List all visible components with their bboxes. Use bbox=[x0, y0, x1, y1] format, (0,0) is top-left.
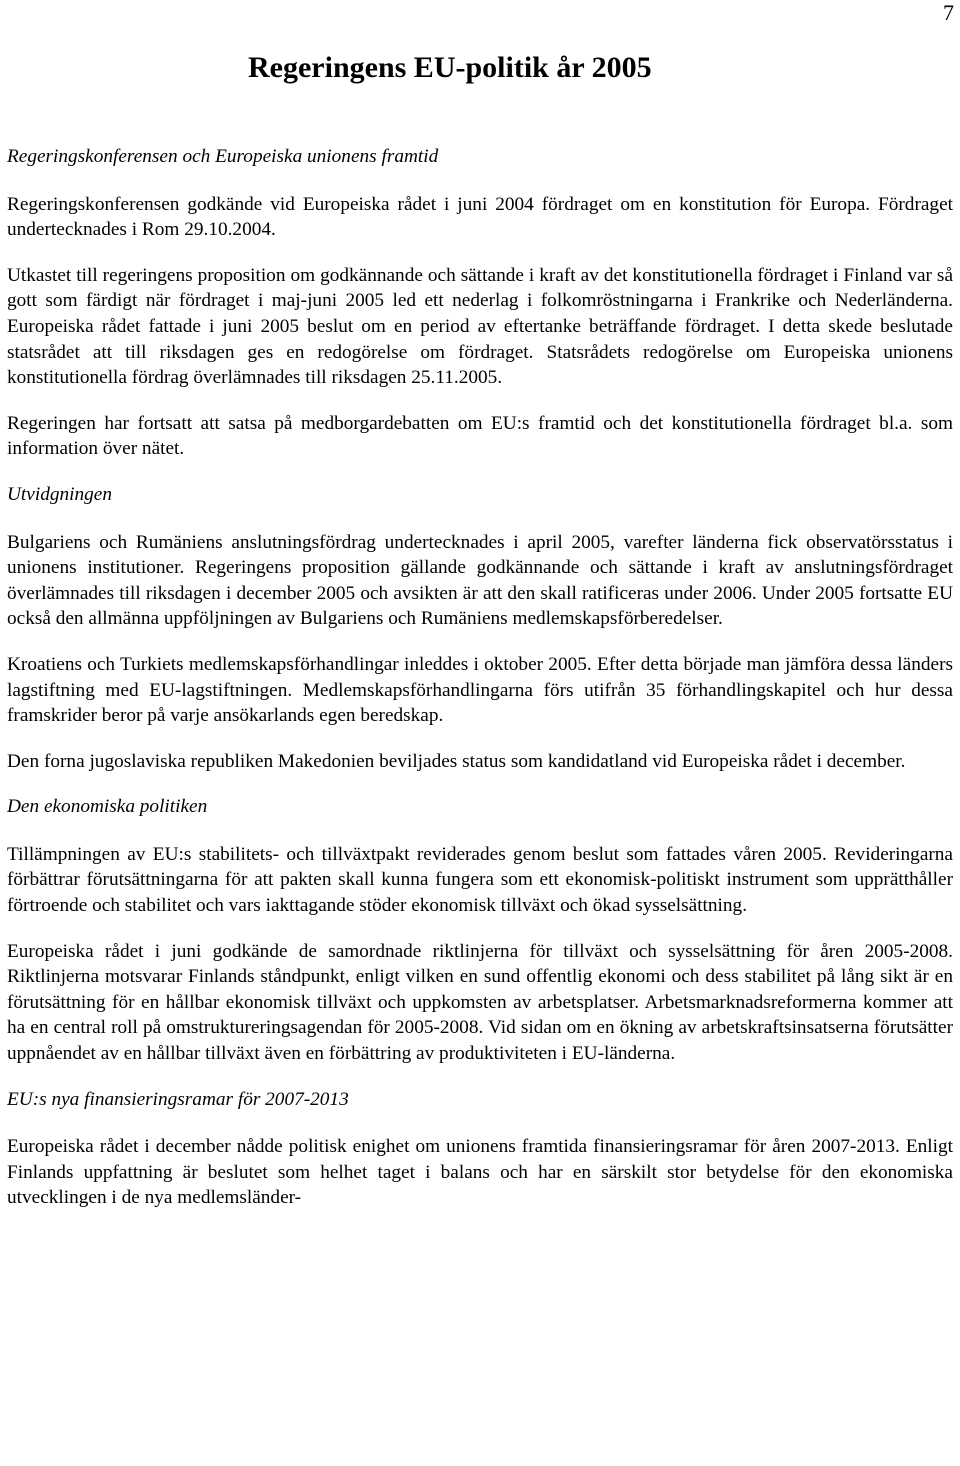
paragraph: Regeringen har fortsatt att satsa på medborgardebatten om EU:s framtid och det konstitutionella fördraget bl.a. som information över nätet. bbox=[7, 412, 953, 460]
page-title: Regeringens EU-politik år 2005 bbox=[248, 51, 652, 84]
paragraph: Den forna jugoslaviska republiken Makedonien beviljades status som kandidatland vid Europeiska rådet i december. bbox=[7, 750, 906, 772]
paragraph: Europeiska rådet i juni godkände de samordnade riktlinjerna för tillväxt och sysselsättning för åren 2005-2008. Riktlinjerna motsvarar Finlands ståndpunkt, enligt vilken en sund offentlig ekonomi och dess stabilitet på lång sikt är en förutsättning för en hållbar ekonomisk tillväxt och uppkomsten av arbetsplatser. Arbetsmarknadsreformerna kommer att ha en central roll på omstruktureringsagendan för 2005-2008. Vid sidan om en ökning av arbetskraftsinsatserna förutsätter uppnåendet av en hållbar tillväxt även en förbättring av produktiviteten i EU-länderna. bbox=[7, 940, 953, 1065]
section-heading-regeringskonferensen: Regeringskonferensen och Europeiska unionens framtid bbox=[7, 146, 439, 167]
paragraph: Tillämpningen av EU:s stabilitets- och tillväxtpakt reviderades genom beslut som fattades våren 2005. Revideringarna förbättrar förutsättningarna för att pakten skall kunna fungera som ett ekonomisk-politiskt instrument som upprätthåller förtroende och stabilitet och vars iakttagande stöder ekonomisk tillväxt och ökad sysselsättning. bbox=[7, 843, 953, 917]
section-heading-finansieringsramar: EU:s nya finansieringsramar för 2007-2013 bbox=[7, 1088, 349, 1110]
section-heading-utvidgningen: Utvidgningen bbox=[7, 483, 112, 505]
document-body bbox=[7, 144, 953, 1231]
paragraph: Utkastet till regeringens proposition om godkännande och sättande i kraft av det konstitutionella fördraget i Finland var så gott som färdigt när fördraget i maj-juni 2005 led ett nederlag i folkomröstningarna i Frankrike och Nederländerna. Europeiska rådet fattade i juni 2005 beslut om en period av eftertanke beträffande fördraget. I detta skede beslutade statsrådet att till riksdagen ges en redogörelse om fördraget. Statsrådets redogörelse om Europeiska unionens konstitutionella fördrag överlämnades till riksdagen 25.11.2005. bbox=[7, 264, 953, 389]
paragraph: Regeringskonferensen godkände vid Europeiska rådet i juni 2004 fördraget om en konstitution för Europa. Fördraget undertecknades i Rom 29.10.2004. bbox=[7, 193, 953, 241]
paragraph: Europeiska rådet i december nådde politisk enighet om unionens framtida finansieringsramar för åren 2007-2013. Enligt Finlands uppfattning är beslutet som helhet taget i balans och har en särskilt stor betydelse för den ekonomiska utvecklingen i de nya medlemsländer- bbox=[7, 1136, 953, 1209]
paragraph: Kroatiens och Turkiets medlemskapsförhandlingar inleddes i oktober 2005. Efter detta började man jämföra dessa länders lagstiftning med EU-lagstiftningen. Medlemskapsförhandlingarna förs utifrån 35 förhandlingskapitel och hur dessa framskrider beror på varje ansökarlands egen beredskap. bbox=[7, 653, 953, 727]
paragraph: Bulgariens och Rumäniens anslutningsfördrag undertecknades i april 2005, varefter länderna fick observatörsstatus i unionens institutioner. Regeringens proposition gällande godkännande och sättande i kraft av anslutningsfördraget överlämnades till riksdagen i december 2005 och avsikten är att den skall ratificeras under 2006. Under 2005 fortsatte EU också den allmänna uppföljningen av Bulgariens och Rumäniens medlemskapsförberedelser. bbox=[7, 531, 953, 630]
section-heading-ekonomiska-politiken: Den ekonomiska politiken bbox=[7, 796, 208, 818]
page-number: 7 bbox=[943, 0, 954, 25]
